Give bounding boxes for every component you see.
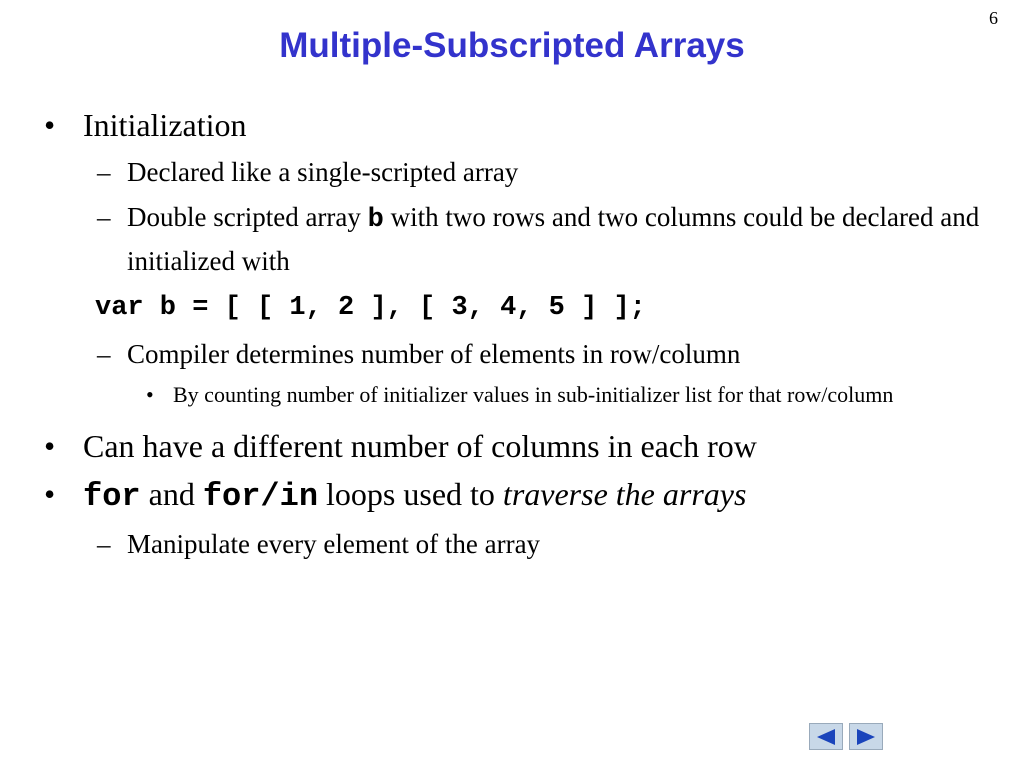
sub-sub-bullet-counting (124, 379, 994, 411)
code-b: b (367, 205, 384, 235)
bullet-loops (44, 473, 994, 518)
sub-bullet-compiler (83, 334, 994, 375)
bullet-text-part1: Double scripted array (127, 202, 368, 232)
text-traverse: traverse the arrays (502, 476, 747, 512)
bullet-marker: • (44, 107, 56, 143)
bullet-text: By counting number of initializer values in sub-initializer list for that row/column (173, 382, 894, 407)
sub-bullet-double-scripted (83, 197, 994, 282)
bullet-marker: • (44, 476, 56, 512)
bullet-marker: • (146, 382, 154, 407)
bullet-text: Compiler determines number of elements in row/column (127, 339, 741, 369)
sub-bullet-declared (83, 152, 994, 193)
page-number: 6 (989, 8, 998, 28)
slide-navigation (809, 723, 883, 750)
text-and: and (140, 476, 203, 512)
bullet-different-columns (44, 425, 994, 467)
dash-marker: – (97, 529, 111, 559)
bullet-text: Can have a different number of columns in each row (83, 428, 757, 464)
bullet-text: Manipulate every element of the array (127, 529, 541, 559)
triangle-right-icon (855, 728, 877, 746)
dash-marker: – (97, 202, 111, 232)
bullet-marker: • (44, 428, 56, 464)
dash-marker: – (97, 157, 111, 187)
dash-marker: – (97, 339, 111, 369)
bullet-text-part2: with two rows and two columns could be declared and initialized with (127, 202, 980, 276)
slide-content (44, 104, 994, 569)
triangle-left-icon (815, 728, 837, 746)
bullet-initialization (44, 104, 994, 146)
sub-bullet-manipulate (83, 524, 994, 565)
code-for-in: for/in (202, 478, 319, 515)
code-example: var b = [ [ 1, 2 ], [ 3, 4, 5 ] ]; (95, 293, 646, 323)
code-for: for (83, 478, 141, 515)
previous-slide-button[interactable] (809, 723, 843, 750)
slide-title: Multiple-Subscripted Arrays (279, 26, 745, 65)
bullet-text: Initialization (83, 107, 247, 143)
next-slide-button[interactable] (849, 723, 883, 750)
bullet-text: Declared like a single-scripted array (127, 157, 519, 187)
text-loops: loops used to (318, 476, 503, 512)
